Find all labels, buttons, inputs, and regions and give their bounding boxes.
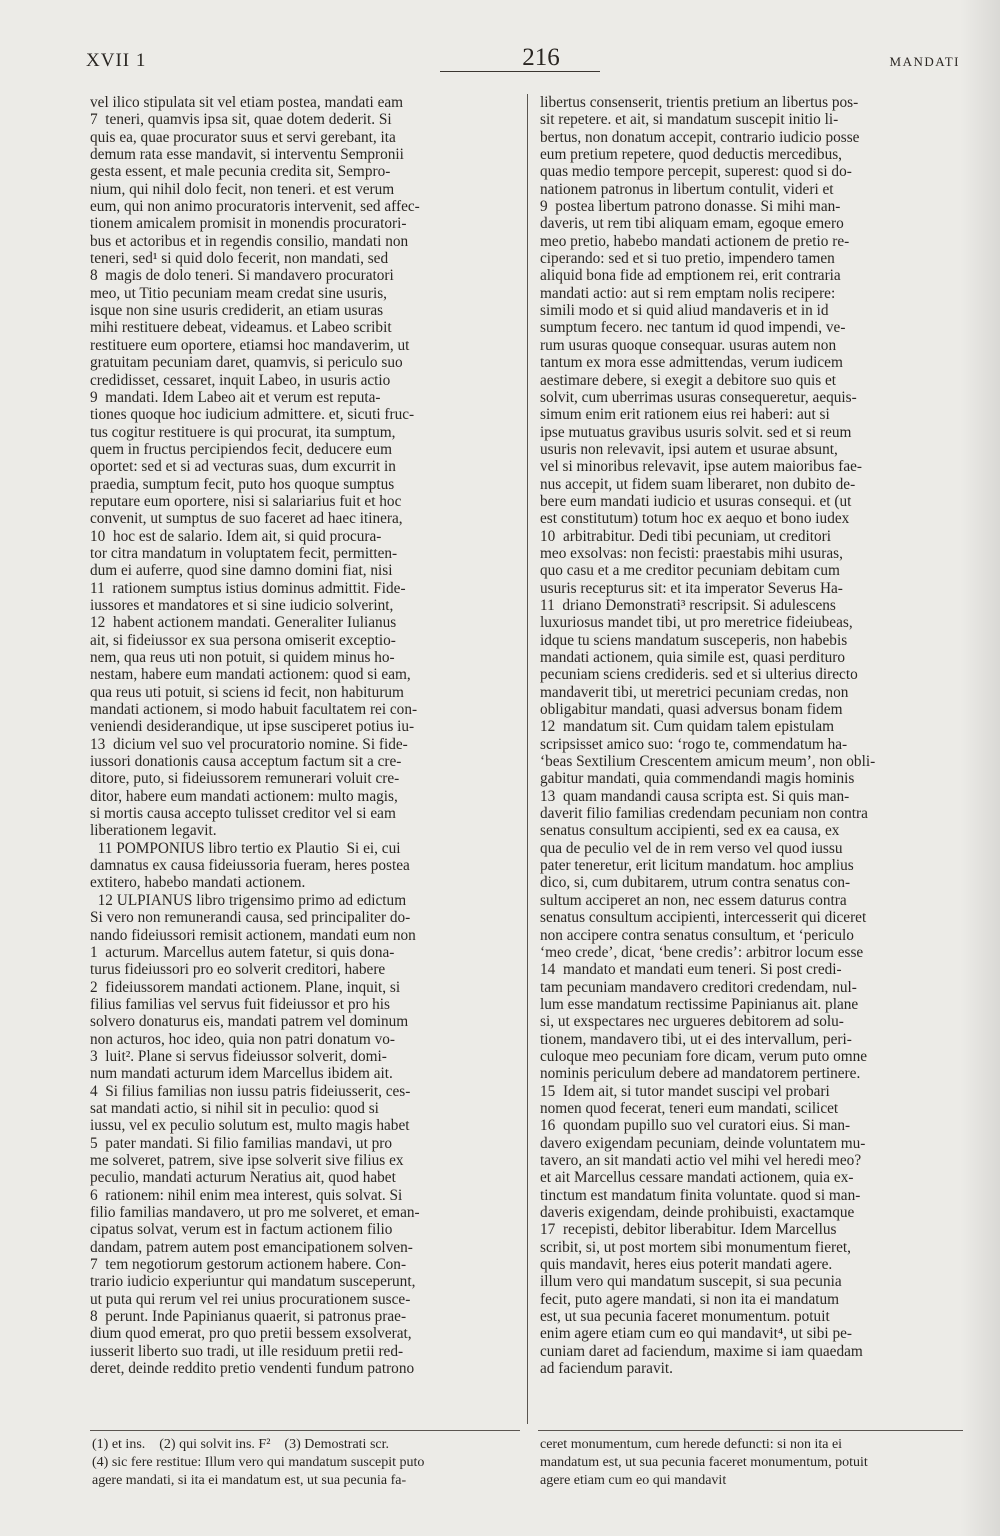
left-text-column: vel ilico stipulata sit vel etiam postea, mandati eam 7 teneri, quamvis ipsa sit, quae dotem dederit. Si quis ea, quae procurator suus et servi gerebant, ita demum rata esse mandavit, si interventu Sempronii gesta essent, et male pecunia credita sit, Sempro- nium, qui nihil dolo fecit, non teneri. et est verum eum, qui non animo procuratoris intervenit, sed affec- tionem amicalem promisit in monendis procuratori- bus et actoribus et in regendis consilio, mandati non teneri, sed¹ si quid dolo fecerit, non mandati, sed 8 magis de dolo teneri. Si mandavero procuratori meo, ut Titio pecuniam meam credat sine usuris, isque non sine usuris crediderit, an etiam usuras mihi restituere debeat, videamus. et Labeo scribit restituere eum oportere, etiamsi hoc mandaverim, ut gratuitam pecuniam daret, quamvis, si periculo suo credidisset, cessaret, inquit Labeo, in usuris actio 9 mandati. Idem Labeo ait et verum est reputa- tiones quoque hoc iudicium admittere. et, sicuti fruc- tus cogitur restituere is qui procurat, ita sumptum, quem in fructus percipiendos fecit, deducere eum oportet: sed et si ad vecturas suas, dum excurrit in praedia, sumptum fecit, puto hos quoque sumptus reputare eum oportere, nisi si salariarius fuit et hoc convenit, ut sumptus de suo faceret ad haec itinera, 10 hoc est de salario. Idem ait, si quid procura- tor citra mandatum in voluptatem fecit, permitten- dum ei auferre, quod sine damno domini fiat, nisi 11 rationem sumptus istius dominus admittit. Fide- iussores et mandatores et si sine iudicio solverint, 12 habent actionem mandati. Generaliter Iulianus ait, si fideiussor ex sua persona omiserit exceptio- nem, qua reus uti non potuit, si quidem minus ho- nestam, habere eum mandati actionem: quod si eam, qua reus uti potuit, si sciens id fecit, non habiturum mandati actionem, si modo habuit facultatem rei con- veniendi desiderandique, ut ipse susciperet potius iu- 13 dicium vel suo vel procuratorio nomine. Si fide- iussori donationis causa acceptum factum sit a cre- ditore, puto, si fideiussorem remunerari voluit cre- ditor, habere eum mandati actionem: multo magis, si mortis causa accepto tulisset creditor vel si eam liberationem legavit. 11 POMPONIUS libro tertio ex Plautio Si ei, cui damnatus ex causa fideiussoria fueram, heres postea extitero, habebo mandati actionem. 12 ULPIANUS libro trigensimo primo ad edictum Si vero non remunerandi causa, sed principaliter do- nando fideiussori remisit actionem, mandati eum non 1 acturum. Marcellus autem fatetur, si quis dona- turus fideiussori pro eo solverit creditori, habere 2 fideiussorem mandati actionem. Plane, inquit, si filius familias vel servus fuit fideiussor et pro his solvero donaturus eis, mandati patrem vel dominum non acturos, hoc ideo, quia non patri donatum vo- 3 luit². Plane si servus fideiussor solverit, domi- num mandati acturum idem Marcellus ibidem ait. 4 Si filius familias non iussu patris fideiusserit, ces- sat mandati actio, si nihil sit in peculio: quod si iussu, vel ex peculio solutum est, multo magis habet 5 pater mandati. Si filio familias mandavi, ut pro me solveret, patrem, sive ipse solverit sive filius ex peculio, mandati acturum Neratius ait, quod habet 6 rationem: nihil enim mea interest, quis solvat. Si filio familias mandavero, ut pro me solveret, et eman- cipatus solvat, verum est in factum actionem filio dandam, patrem autem post emancipationem solven- 7 tem negotiorum gestorum actionem habere. Con- trario iudicio experiuntur qui mandatum susceperunt, ut puta qui rerum vel rei unius procurationem susce- 8 perunt. Inde Papinianus quaerit, si patronus prae- dium quod emerat, pro quo pretii bessem exsolverat, iusserit liberto suo tradi, ut ille residuum pretii red- deret, deinde reddito pretio vendenti fundum patrono bbox=[90, 94, 420, 1378]
footnotes-right: ceret monumentum, cum herede defuncti: si non ita ei mandatum est, ut sua pecunia faceret monumentum, potuit agere etiam cum eo qui mandavit bbox=[540, 1437, 868, 1488]
column-divider bbox=[527, 94, 528, 1424]
header-rule bbox=[440, 71, 600, 72]
footnote-rule-right bbox=[538, 1430, 963, 1431]
footnote-rule-left bbox=[90, 1430, 520, 1431]
running-title: MANDATI bbox=[889, 54, 960, 69]
running-header bbox=[86, 44, 960, 84]
footnotes-left: (1) et ins. (2) qui solvit ins. F² (3) Demostrati scr. (4) sic fere restitue: Illum vero qui mandatum suscepit puto agere mandati, si ita ei mandatum est, ut sua pecunia fa- bbox=[92, 1437, 425, 1488]
right-text-column: libertus consenserit, trientis pretium an libertus pos- sit repetere. et ait, si mandatum suscepit initio li- bertus, non donatum accepit, contrario iudicio posse eum pretium repetere, quod deductis mercedibus, quas medio tempore percepit, superest: quod si do- nationem patronus in libertum contulit, videri et 9 postea libertum patrono donasse. Si mihi man- daveris, ut rem tibi aliquam emam, egoque emero meo pretio, habebo mandati actionem de pretio re- ciperando: sed et si tuo pretio, impendero tamen aliquid bona fide ad emptionem rei, erit contraria mandati actio: aut si rem emptam nolis recipere: simili modo et si quid aliud mandaveris et in id sumptum fecero. nec tantum id quod impendi, ve- rum usuras quoque consequar. usuras autem non tantum ex mora esse admittendas, verum iudicem aestimare debere, si exegit a debitore suo quis et solvit, cum uberrimas usuras consequeretur, aequis- simum enim erit rationem eius rei haberi: aut si ipse mutuatus gravibus usuris solvit. sed et si reum usuris non relevavit, ipsi autem et usurae absunt, vel si minoribus relevavit, ipse autem maioribus fae- nus accepit, ut fidem suam liberaret, non dubito de- bere eum mandati iudicio et usuras consequi. et (ut est constitutum) totum hoc ex aequo et bono iudex 10 arbitrabitur. Dedi tibi pecuniam, ut creditori meo exsolvas: non fecisti: praestabis mihi usuras, quo casu et a me creditor pecuniam debitam cum usuris recepturus sit: et ita imperator Severus Ha- 11 driano Demonstrati³ rescripsit. Si adulescens luxuriosus mandet tibi, ut pro meretrice fideiubeas, idque tu sciens mandatum susceperis, non habebis mandati actionem, quia simile est, quasi perdituro pecuniam sciens credideris. sed et si ulterius directo mandaverit tibi, ut meretrici pecuniam credas, non obligabitur mandati, quasi adversus bonam fidem 12 mandatum sit. Cum quidam talem epistulam scripsisset amico suo: ‘rogo te, commendatum ha- ‘beas Sextilium Crescentem amicum meum’, non obli- gabitur mandati, quia commendandi magis hominis 13 quam mandandi causa scripta est. Si quis man- daverit filio familias credendam pecuniam non contra senatus consultum accipienti, sed ex ea causa, ex qua de peculio vel de in rem verso vel quod iussu pater teneretur, erit licitum mandatum. hoc amplius dico, si, cum dubitarem, utrum contra senatus con- sultum acciperet an non, nec essem daturus contra senatus consultum accipienti, intercesserit qui diceret non accipere contra senatus consultum, et ‘periculo ‘meo crede’, dicat, ‘bene credis’: arbitror locum esse 14 mandato et mandati eum teneri. Si post credi- tam pecuniam mandavero creditori credendam, nul- lum esse mandatum rectissime Papinianus ait. plane si, ut exspectares nec urgueres debitorem ad solu- tionem, mandavero tibi, ut ei des intervallum, peri- culoque meo pecuniam fore dicam, verum puto omne nominis periculum debere ad mandatorem pertinere. 15 Idem ait, si tutor mandet suscipi vel probari nomen quod fecerat, teneri eum mandati, scilicet 16 quondam pupillo suo vel curatori eius. Si man- davero exigendam pecuniam, deinde voluntatem mu- tavero, an sit mandati actio vel mihi vel heredi meo? et ait Marcellus cessare mandati actionem, quia ex- tinctum est mandatum finita voluntate. quod si man- daveris exigendam, deinde prohibuisti, exactamque 17 recepisti, debitor liberabitur. Idem Marcellus scribit, si, ut post mortem sibi monumentum fieret, quis mandavit, heres eius poterit mandati agere. illum vero qui mandatum suscepit, si sua pecunia fecit, puto agere mandati, si non ita ei mandatum est, ut sua pecunia faceret monumentum. potuit enim agere etiam cum eo qui mandavit⁴, ut sibi pe- cuniam daret ad faciendum, maxime si iam quaedam ad faciendum paravit. bbox=[540, 94, 876, 1378]
page-edge-shadow bbox=[960, 0, 1000, 1536]
page-number: 216 bbox=[522, 44, 560, 71]
section-reference: XVII 1 bbox=[86, 50, 147, 71]
